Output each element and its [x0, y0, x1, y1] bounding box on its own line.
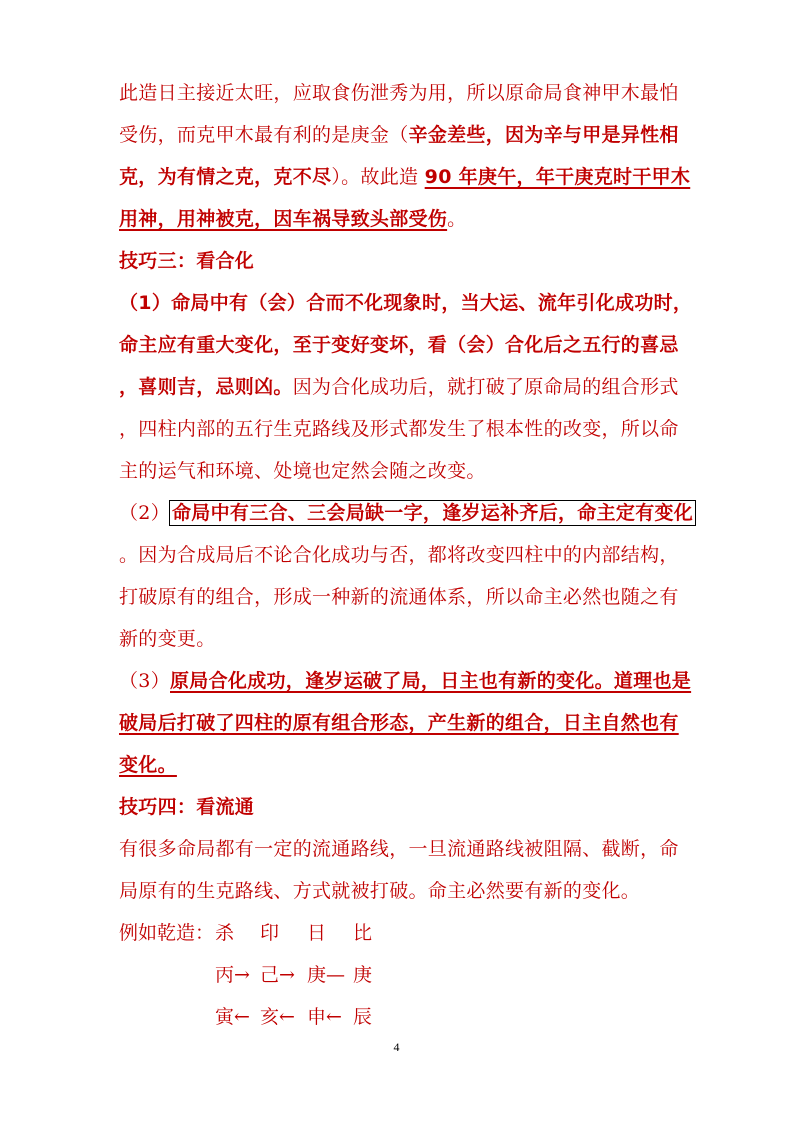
example-label: 例如乾造： — [119, 922, 215, 944]
para1-line1 — [119, 72, 679, 114]
para1-line4 — [119, 198, 679, 240]
item2-line4: 新的变更。 — [119, 628, 216, 650]
earthly-branch: 亥← — [260, 1006, 295, 1028]
item3-underlined-text: 原局合化成功，逢岁运破了局，日主也有新的变化。道理也是 — [170, 670, 692, 692]
item2-line2: 。因为合成局后不论合化成功与否，都将改变四柱中的内部结构， — [119, 544, 679, 566]
page-number: 4 — [393, 1040, 400, 1054]
item1-line4: ，四柱内部的五行生克路线及形式都发生了根本性的改变，所以命 — [119, 418, 679, 440]
item2-line1 — [119, 492, 694, 534]
heavenly-stem: 庚 — [353, 964, 373, 986]
bazi-example — [119, 912, 679, 1038]
para4-line2: 局原有的生克路线、方式就被打破。命主必然要有新的变化。 — [119, 880, 641, 902]
item3-line1 — [119, 660, 692, 702]
section-heading-4: 技巧四：看流通 — [119, 796, 255, 818]
para1-text: ）。故此造 — [331, 166, 419, 188]
item1-bold-text: ，喜则吉，忌则凶。 — [119, 376, 293, 398]
heavenly-stem: 己→ — [260, 964, 295, 986]
section-heading-3: 技巧三：看合化 — [119, 250, 255, 272]
para1-bold-note: 克，为有情之克，克不尽 — [119, 166, 332, 188]
para1-underlined-case: 90 年庚午，年干庚克时干甲木 — [424, 166, 691, 188]
ten-god-label: 杀 — [215, 922, 235, 944]
item1-text: 因为合化成功后，就打破了原命局的组合形式 — [292, 376, 679, 398]
ten-god-label: 比 — [353, 922, 373, 944]
para1-line2 — [119, 114, 679, 156]
item2-prefix: （2） — [119, 502, 170, 524]
item1-line3 — [119, 366, 679, 408]
para1-bold-note: 辛金差些，因为辛与甲是异性相 — [408, 124, 679, 146]
para1-text: 。 — [447, 208, 467, 230]
item1-line2: 命主应有重大变化，至于变好变坏，看（会）合化后之五行的喜忌 — [119, 334, 679, 356]
item1-line1: （1）命局中有（会）合而不化现象时，当大运、流年引化成功时， — [119, 292, 693, 314]
item3-line3 — [119, 744, 679, 786]
heavenly-stem: 庚— — [307, 964, 346, 986]
para1-underlined-case: 用神，用神被克，因车祸导致头部受伤 — [119, 208, 448, 230]
ten-god-label: 日 — [307, 922, 327, 944]
ten-god-label: 印 — [260, 922, 280, 944]
item3-underlined-text: 变化。 — [119, 754, 177, 776]
item2-line3: 打破原有的组合，形成一种新的流通体系，所以命主必然也随之有 — [119, 586, 679, 608]
item1-line5: 主的运气和环境、处境也定然会随之改变。 — [119, 460, 486, 482]
earthly-branch: 辰 — [353, 1006, 373, 1028]
item3-underlined-text: 破局后打破了四柱的原有组合形态，产生新的组合，日主自然也有 — [119, 712, 679, 734]
para1-text: 此造日主接近太旺，应取食伤泄秀为用，所以原命局食神甲木最怕 — [119, 82, 679, 104]
earthly-branch: 申← — [307, 1006, 342, 1028]
item2-boxed-text: 命局中有三合、三会局缺一字，逢岁运补齐后，命主定有变化 — [172, 502, 694, 524]
item3-prefix: （3） — [119, 670, 170, 692]
para1-text: 受伤，而克甲木最有利的是庚金（ — [119, 124, 409, 146]
earthly-branch: 寅← — [215, 1006, 250, 1028]
heavenly-stem: 丙→ — [215, 964, 250, 986]
para1-line3 — [119, 156, 691, 198]
para4-line1: 有很多命局都有一定的流通路线，一旦流通路线被阻隔、截断，命 — [119, 838, 679, 860]
item3-line2 — [119, 702, 679, 744]
document-body — [119, 72, 694, 1038]
